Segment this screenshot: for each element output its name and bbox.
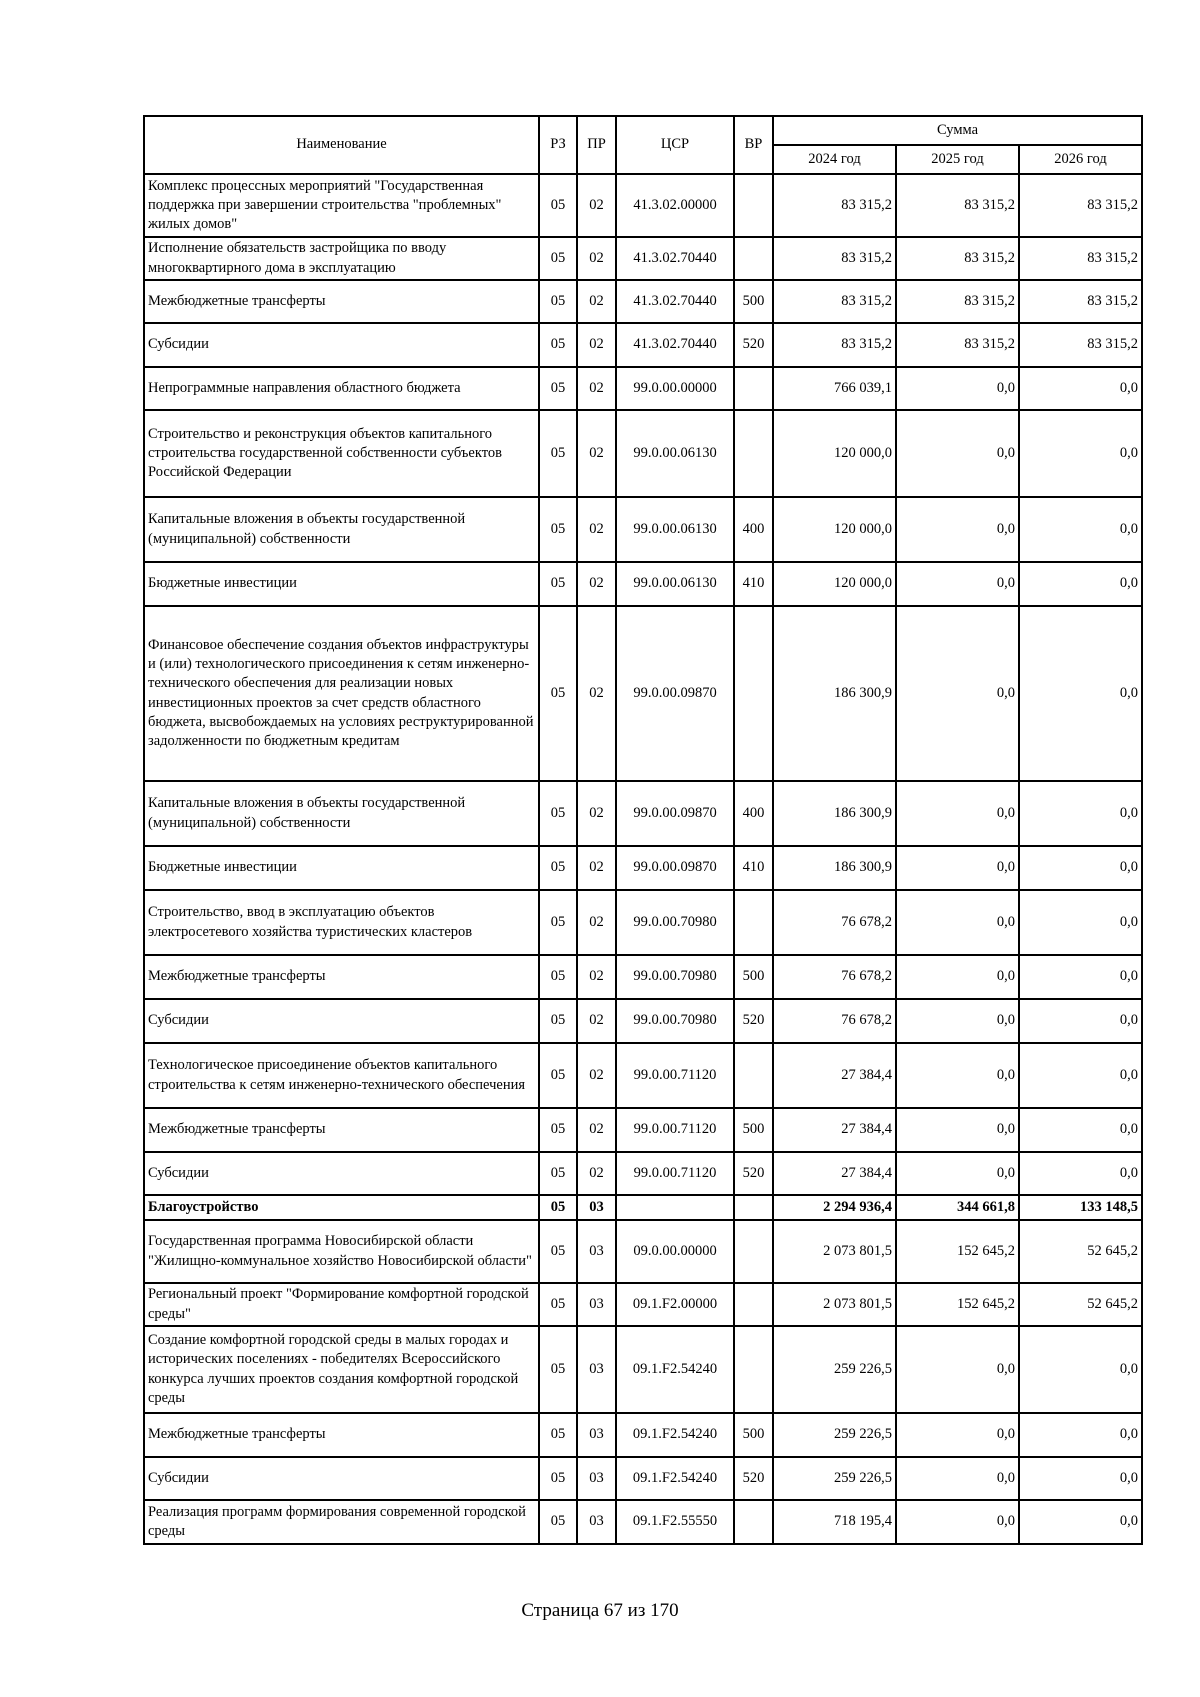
table-row [144, 781, 1142, 846]
row-name: Непрограммные направления областного бюджета [144, 367, 539, 410]
table-row [144, 410, 1142, 497]
row-amount-2026: 52 645,2 [1019, 1220, 1142, 1283]
row-amount-2024: 186 300,9 [773, 846, 896, 890]
row-amount-2024: 120 000,0 [773, 497, 896, 562]
row-name: Технологическое присоединение объектов капитального строительства к сетям инженерно-технического обеспечения [144, 1043, 539, 1108]
row-amount-2025: 0,0 [896, 497, 1019, 562]
row-pr: 03 [577, 1500, 616, 1544]
row-csr: 99.0.00.00000 [616, 367, 734, 410]
header-name: Наименование [144, 116, 539, 174]
header-csr: ЦСР [616, 116, 734, 174]
row-amount-2025: 0,0 [896, 410, 1019, 497]
row-vr [734, 1283, 773, 1326]
row-rz: 05 [539, 410, 577, 497]
row-pr: 02 [577, 781, 616, 846]
row-name: Строительство, ввод в эксплуатацию объектов электросетевого хозяйства туристических кластеров [144, 890, 539, 955]
row-vr: 520 [734, 1152, 773, 1195]
row-amount-2026: 83 315,2 [1019, 174, 1142, 237]
header-rz: РЗ [539, 116, 577, 174]
row-amount-2025: 0,0 [896, 562, 1019, 606]
row-pr: 02 [577, 367, 616, 410]
row-amount-2025: 0,0 [896, 1326, 1019, 1413]
row-amount-2024: 120 000,0 [773, 410, 896, 497]
table-row [144, 323, 1142, 367]
row-pr: 03 [577, 1195, 616, 1220]
table-row [144, 1195, 1142, 1220]
row-amount-2025: 0,0 [896, 781, 1019, 846]
row-name: Капитальные вложения в объекты государственной (муниципальной) собственности [144, 497, 539, 562]
row-amount-2024: 76 678,2 [773, 999, 896, 1043]
row-amount-2024: 76 678,2 [773, 890, 896, 955]
row-pr: 03 [577, 1457, 616, 1500]
row-amount-2024: 186 300,9 [773, 606, 896, 781]
row-pr: 03 [577, 1220, 616, 1283]
row-name: Субсидии [144, 1152, 539, 1195]
row-vr [734, 410, 773, 497]
row-rz: 05 [539, 1326, 577, 1413]
row-rz: 05 [539, 1043, 577, 1108]
row-rz: 05 [539, 280, 577, 323]
table-row [144, 606, 1142, 781]
row-amount-2026: 0,0 [1019, 1500, 1142, 1544]
row-vr: 410 [734, 562, 773, 606]
row-pr: 02 [577, 846, 616, 890]
row-amount-2024: 766 039,1 [773, 367, 896, 410]
row-rz: 05 [539, 1152, 577, 1195]
row-csr: 99.0.00.71120 [616, 1152, 734, 1195]
row-vr [734, 367, 773, 410]
row-csr: 99.0.00.06130 [616, 562, 734, 606]
row-vr: 400 [734, 781, 773, 846]
row-amount-2026: 0,0 [1019, 562, 1142, 606]
table-row [144, 1500, 1142, 1544]
row-vr [734, 1195, 773, 1220]
row-amount-2024: 186 300,9 [773, 781, 896, 846]
row-amount-2026: 0,0 [1019, 1108, 1142, 1152]
table-row [144, 890, 1142, 955]
table-row [144, 1283, 1142, 1326]
row-name: Межбюджетные трансферты [144, 1413, 539, 1457]
table-row [144, 846, 1142, 890]
budget-table [143, 115, 1143, 1545]
row-vr: 410 [734, 846, 773, 890]
row-rz: 05 [539, 174, 577, 237]
row-pr: 02 [577, 1108, 616, 1152]
row-pr: 02 [577, 606, 616, 781]
row-vr [734, 1326, 773, 1413]
row-pr: 02 [577, 237, 616, 280]
table-row [144, 1220, 1142, 1283]
row-amount-2025: 83 315,2 [896, 280, 1019, 323]
row-csr: 99.0.00.09870 [616, 781, 734, 846]
row-rz: 05 [539, 562, 577, 606]
row-amount-2025: 83 315,2 [896, 323, 1019, 367]
row-vr [734, 174, 773, 237]
row-csr: 99.0.00.06130 [616, 497, 734, 562]
row-pr: 03 [577, 1283, 616, 1326]
row-vr: 500 [734, 1413, 773, 1457]
row-vr [734, 237, 773, 280]
row-amount-2025: 344 661,8 [896, 1195, 1019, 1220]
row-amount-2024: 2 073 801,5 [773, 1283, 896, 1326]
row-pr: 03 [577, 1413, 616, 1457]
row-vr: 520 [734, 1457, 773, 1500]
row-amount-2026: 83 315,2 [1019, 323, 1142, 367]
row-amount-2025: 0,0 [896, 955, 1019, 999]
row-pr: 02 [577, 497, 616, 562]
row-amount-2025: 0,0 [896, 1108, 1019, 1152]
row-name: Комплекс процессных мероприятий "Государственная поддержка при завершении строительства "проблемных" жилых домов" [144, 174, 539, 237]
row-amount-2024: 259 226,5 [773, 1326, 896, 1413]
row-vr [734, 1220, 773, 1283]
table-row [144, 1043, 1142, 1108]
table-row [144, 562, 1142, 606]
row-name: Бюджетные инвестиции [144, 846, 539, 890]
row-csr: 09.1.F2.54240 [616, 1413, 734, 1457]
row-amount-2025: 0,0 [896, 367, 1019, 410]
row-rz: 05 [539, 846, 577, 890]
row-csr: 09.0.00.00000 [616, 1220, 734, 1283]
row-csr [616, 1195, 734, 1220]
row-amount-2025: 83 315,2 [896, 237, 1019, 280]
row-pr: 02 [577, 1043, 616, 1108]
row-amount-2026: 52 645,2 [1019, 1283, 1142, 1326]
row-name: Региональный проект "Формирование комфортной городской среды" [144, 1283, 539, 1326]
row-amount-2025: 0,0 [896, 999, 1019, 1043]
row-csr: 41.3.02.70440 [616, 323, 734, 367]
row-pr: 02 [577, 174, 616, 237]
row-csr: 99.0.00.09870 [616, 606, 734, 781]
row-rz: 05 [539, 1413, 577, 1457]
row-rz: 05 [539, 999, 577, 1043]
row-rz: 05 [539, 781, 577, 846]
row-rz: 05 [539, 497, 577, 562]
row-rz: 05 [539, 955, 577, 999]
row-name: Бюджетные инвестиции [144, 562, 539, 606]
row-name: Создание комфортной городской среды в малых городах и исторических поселениях - победителях Всероссийского конкурса лучших проектов создания комфортной городской среды [144, 1326, 539, 1413]
row-amount-2025: 0,0 [896, 1500, 1019, 1544]
row-rz: 05 [539, 367, 577, 410]
table-row [144, 1326, 1142, 1413]
row-csr: 09.1.F2.54240 [616, 1326, 734, 1413]
row-pr: 02 [577, 323, 616, 367]
row-csr: 41.3.02.00000 [616, 174, 734, 237]
row-vr: 400 [734, 497, 773, 562]
row-amount-2025: 152 645,2 [896, 1220, 1019, 1283]
row-rz: 05 [539, 890, 577, 955]
row-rz: 05 [539, 1500, 577, 1544]
row-amount-2024: 27 384,4 [773, 1043, 896, 1108]
row-csr: 99.0.00.71120 [616, 1043, 734, 1108]
row-amount-2024: 76 678,2 [773, 955, 896, 999]
table-body [144, 174, 1142, 1544]
row-vr: 500 [734, 1108, 773, 1152]
row-amount-2025: 0,0 [896, 846, 1019, 890]
row-csr: 41.3.02.70440 [616, 280, 734, 323]
header-year-2024: 2024 год [773, 145, 896, 174]
row-amount-2024: 259 226,5 [773, 1413, 896, 1457]
row-amount-2026: 0,0 [1019, 1413, 1142, 1457]
table-row [144, 1457, 1142, 1500]
row-amount-2026: 0,0 [1019, 410, 1142, 497]
row-name: Исполнение обязательств застройщика по вводу многоквартирного дома в эксплуатацию [144, 237, 539, 280]
row-vr [734, 890, 773, 955]
row-pr: 02 [577, 562, 616, 606]
row-amount-2026: 0,0 [1019, 781, 1142, 846]
row-amount-2025: 83 315,2 [896, 174, 1019, 237]
row-name: Межбюджетные трансферты [144, 1108, 539, 1152]
row-name: Межбюджетные трансферты [144, 955, 539, 999]
row-vr: 500 [734, 280, 773, 323]
header-year-2026: 2026 год [1019, 145, 1142, 174]
row-amount-2025: 0,0 [896, 1413, 1019, 1457]
row-rz: 05 [539, 1220, 577, 1283]
row-name: Субсидии [144, 999, 539, 1043]
header-pr: ПР [577, 116, 616, 174]
row-rz: 05 [539, 606, 577, 781]
row-rz: 05 [539, 1195, 577, 1220]
row-csr: 99.0.00.70980 [616, 955, 734, 999]
row-amount-2024: 83 315,2 [773, 174, 896, 237]
table-row [144, 999, 1142, 1043]
row-amount-2026: 0,0 [1019, 1152, 1142, 1195]
row-pr: 02 [577, 1152, 616, 1195]
row-amount-2024: 120 000,0 [773, 562, 896, 606]
row-csr: 09.1.F2.55550 [616, 1500, 734, 1544]
row-name: Финансовое обеспечение создания объектов инфраструктуры и (или) технологического присоединения к сетям инженерно-технического обеспечения для реализации новых инвестиционных проектов за счет средств областного бюджета, высвобождаемых на условиях реструктурированной задолженности по бюджетным кредитам [144, 606, 539, 781]
row-name: Реализация программ формирования современной городской среды [144, 1500, 539, 1544]
row-amount-2024: 2 073 801,5 [773, 1220, 896, 1283]
row-name: Капитальные вложения в объекты государственной (муниципальной) собственности [144, 781, 539, 846]
row-amount-2024: 2 294 936,4 [773, 1195, 896, 1220]
row-rz: 05 [539, 237, 577, 280]
header-year-2025: 2025 год [896, 145, 1019, 174]
row-pr: 03 [577, 1326, 616, 1413]
row-amount-2025: 152 645,2 [896, 1283, 1019, 1326]
row-pr: 02 [577, 890, 616, 955]
header-vr: ВР [734, 116, 773, 174]
row-name: Государственная программа Новосибирской области "Жилищно-коммунальное хозяйство Новосибирской области" [144, 1220, 539, 1283]
row-name: Субсидии [144, 1457, 539, 1500]
row-csr: 99.0.00.70980 [616, 890, 734, 955]
table-row [144, 1152, 1142, 1195]
row-vr [734, 1043, 773, 1108]
row-csr: 99.0.00.09870 [616, 846, 734, 890]
table-row [144, 1413, 1142, 1457]
row-amount-2024: 83 315,2 [773, 323, 896, 367]
row-vr: 520 [734, 323, 773, 367]
row-amount-2024: 83 315,2 [773, 280, 896, 323]
row-amount-2025: 0,0 [896, 1152, 1019, 1195]
row-amount-2025: 0,0 [896, 606, 1019, 781]
row-amount-2026: 133 148,5 [1019, 1195, 1142, 1220]
header-sum: Сумма [773, 116, 1142, 145]
row-amount-2025: 0,0 [896, 890, 1019, 955]
row-amount-2025: 0,0 [896, 1043, 1019, 1108]
row-amount-2026: 0,0 [1019, 367, 1142, 410]
row-rz: 05 [539, 323, 577, 367]
row-amount-2026: 83 315,2 [1019, 237, 1142, 280]
row-csr: 09.1.F2.00000 [616, 1283, 734, 1326]
row-amount-2026: 0,0 [1019, 497, 1142, 562]
row-rz: 05 [539, 1457, 577, 1500]
row-name: Благоустройство [144, 1195, 539, 1220]
row-vr: 520 [734, 999, 773, 1043]
row-name: Межбюджетные трансферты [144, 280, 539, 323]
row-amount-2025: 0,0 [896, 1457, 1019, 1500]
row-rz: 05 [539, 1283, 577, 1326]
row-vr [734, 1500, 773, 1544]
row-pr: 02 [577, 280, 616, 323]
row-csr: 09.1.F2.54240 [616, 1457, 734, 1500]
row-csr: 99.0.00.71120 [616, 1108, 734, 1152]
row-amount-2024: 27 384,4 [773, 1108, 896, 1152]
row-amount-2026: 0,0 [1019, 890, 1142, 955]
row-amount-2026: 83 315,2 [1019, 280, 1142, 323]
row-amount-2026: 0,0 [1019, 1326, 1142, 1413]
row-amount-2024: 718 195,4 [773, 1500, 896, 1544]
table-row [144, 367, 1142, 410]
table-row [144, 955, 1142, 999]
table-row [144, 497, 1142, 562]
table-row [144, 1108, 1142, 1152]
row-name: Субсидии [144, 323, 539, 367]
table-row [144, 237, 1142, 280]
page-number: Страница 67 из 170 [521, 1600, 679, 1621]
row-vr [734, 606, 773, 781]
row-rz: 05 [539, 1108, 577, 1152]
row-amount-2026: 0,0 [1019, 955, 1142, 999]
row-csr: 41.3.02.70440 [616, 237, 734, 280]
row-amount-2024: 259 226,5 [773, 1457, 896, 1500]
row-pr: 02 [577, 410, 616, 497]
row-amount-2026: 0,0 [1019, 846, 1142, 890]
row-amount-2026: 0,0 [1019, 999, 1142, 1043]
row-amount-2026: 0,0 [1019, 606, 1142, 781]
row-amount-2024: 27 384,4 [773, 1152, 896, 1195]
row-amount-2026: 0,0 [1019, 1043, 1142, 1108]
row-pr: 02 [577, 955, 616, 999]
row-vr: 500 [734, 955, 773, 999]
table-row [144, 174, 1142, 237]
row-csr: 99.0.00.06130 [616, 410, 734, 497]
row-amount-2024: 83 315,2 [773, 237, 896, 280]
row-name: Строительство и реконструкция объектов капитального строительства государственной собственности субъектов Российской Федерации [144, 410, 539, 497]
row-pr: 02 [577, 999, 616, 1043]
row-amount-2026: 0,0 [1019, 1457, 1142, 1500]
row-csr: 99.0.00.70980 [616, 999, 734, 1043]
table-row [144, 280, 1142, 323]
